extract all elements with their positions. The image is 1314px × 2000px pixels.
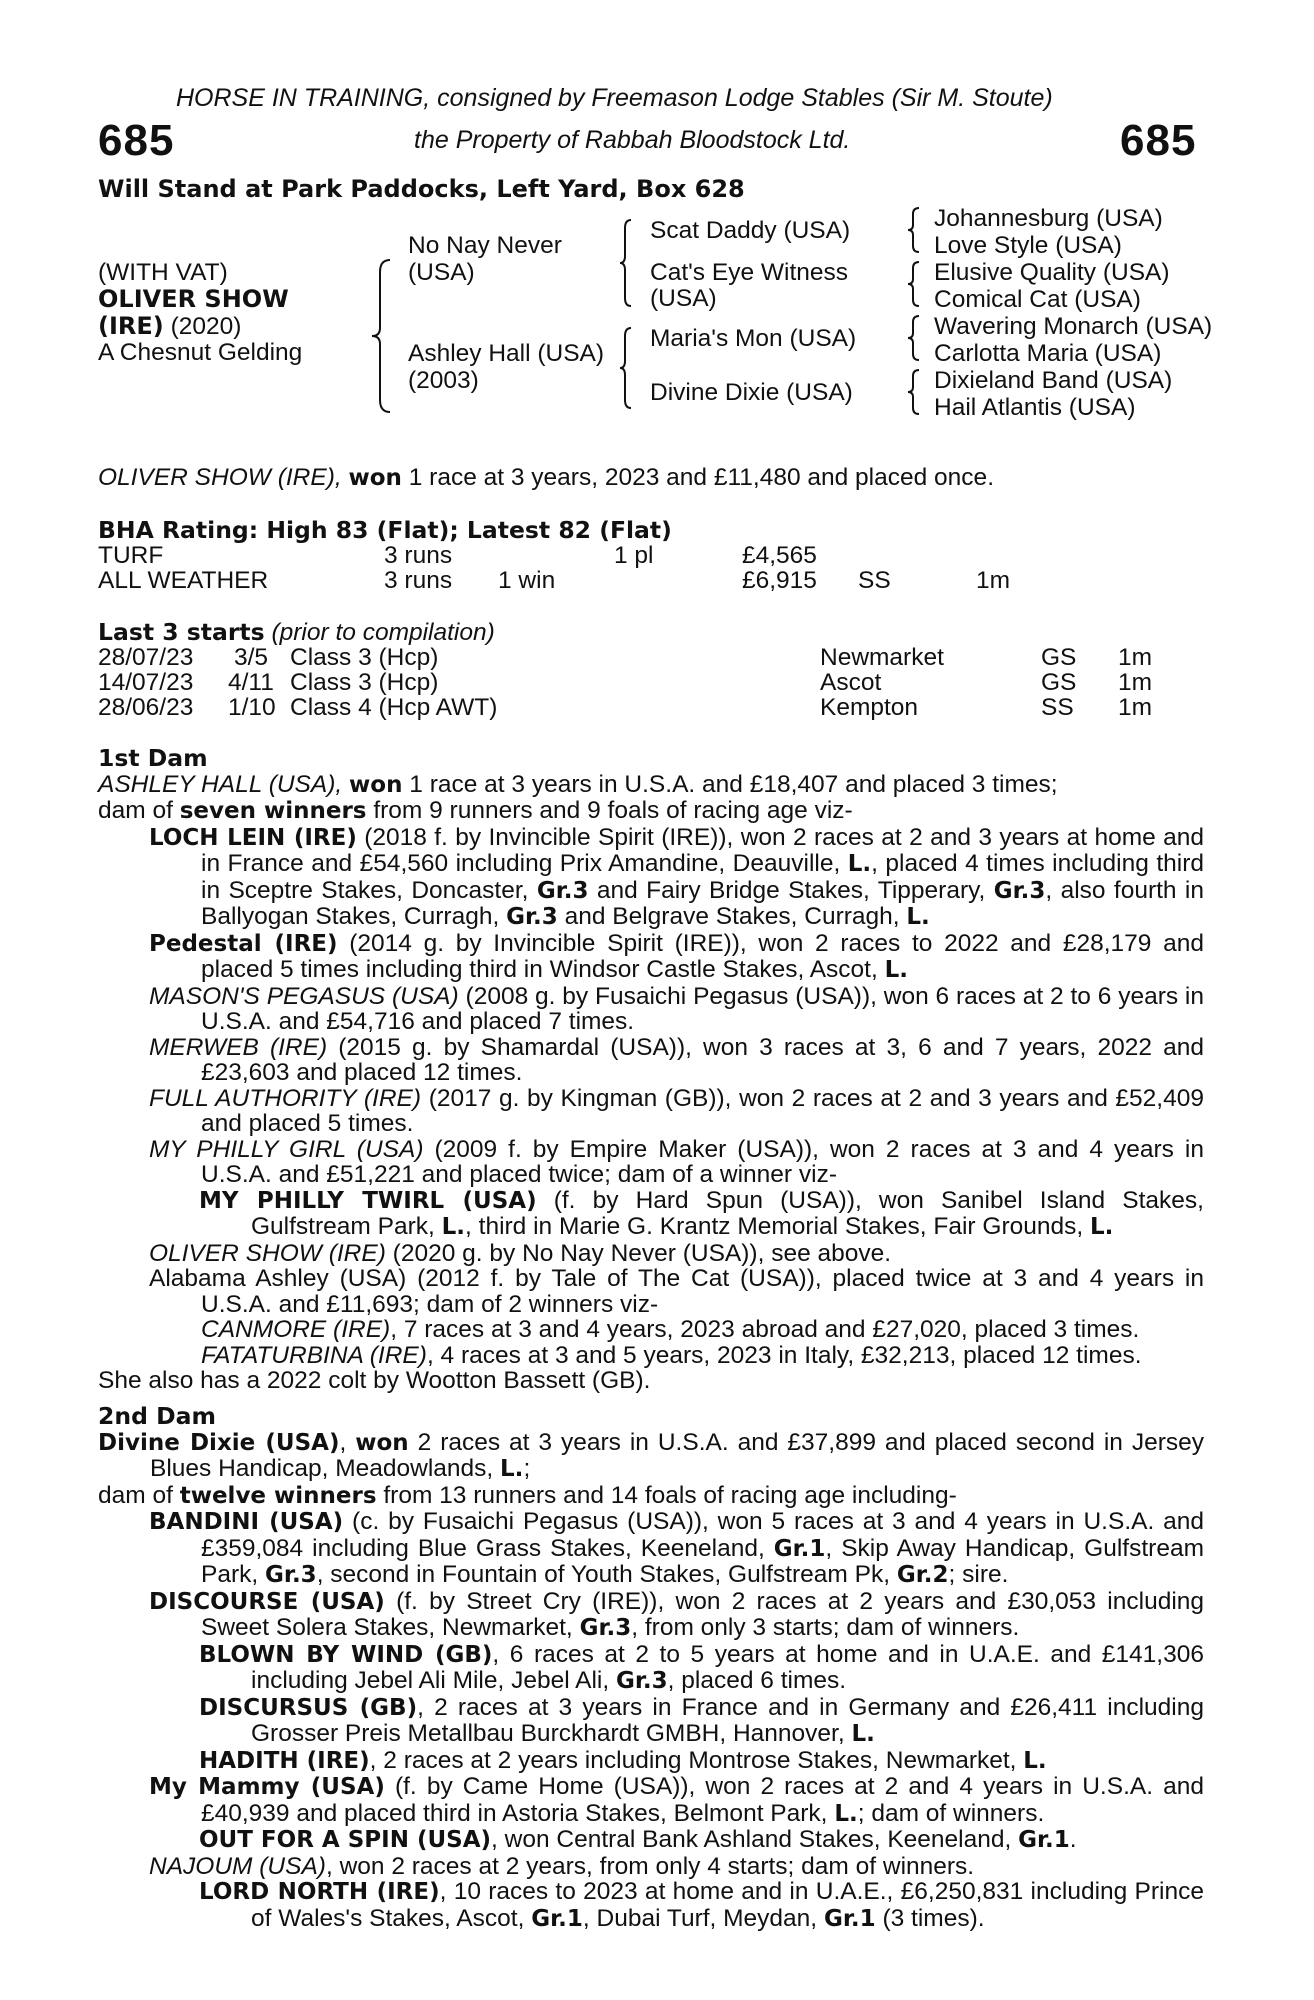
produce-name: MERWEB (IRE)	[149, 1033, 328, 1061]
listed-label: L.	[906, 904, 930, 930]
start-date: 28/07/23	[98, 644, 194, 671]
group-label: Gr.3	[579, 1615, 632, 1641]
produce-entry	[98, 1035, 1204, 1086]
first-dam-record	[98, 772, 1204, 799]
produce-entry	[98, 931, 1204, 984]
produce-name: Pedestal (IRE)	[149, 930, 338, 957]
gen3-8: Hail Atlantis (USA)	[934, 394, 1136, 421]
produce-entry	[98, 1854, 1204, 1880]
produce-subentry	[98, 1642, 1204, 1695]
start-dist: 1m	[1118, 694, 1153, 721]
rating-runs: 3 runs	[384, 542, 453, 569]
gen3-5: Wavering Monarch (USA)	[934, 313, 1213, 340]
start-class: Class 3 (Hcp)	[290, 669, 439, 696]
produce-subentry	[98, 1188, 1204, 1241]
start-course: Kempton	[820, 694, 919, 721]
produce-text: , 6 races at 2 to 5 years at home and in U.A.E. and £141,306 including Jebel Ali Mile, Jebel Ali,	[251, 1640, 1204, 1694]
produce-text: , won 2 races at 2 years, from only 4 starts; dam of winners.	[325, 1852, 975, 1880]
rating-going: SS	[858, 567, 891, 594]
start-going: GS	[1041, 644, 1077, 671]
dam-name: ASHLEY HALL (USA),	[98, 770, 343, 798]
produce-text: , from only 3 starts; dam of winners.	[631, 1614, 1020, 1641]
produce-name: LOCH LEIN (IRE)	[149, 824, 357, 851]
first-dam-produce	[98, 798, 1204, 825]
group-label: Gr.3	[536, 877, 589, 904]
gen3-4: Comical Cat (USA)	[934, 286, 1141, 313]
produce-text: dam of	[98, 1481, 173, 1509]
gen3-3: Elusive Quality (USA)	[934, 259, 1170, 286]
produce-text: (2014 g. by Invincible Spirit (IRE)), won 2 races to 2022 and £28,179 and placed 5 times including third in Windsor Castle Stakes, Ascot,	[201, 929, 1205, 983]
produce-entry	[98, 1509, 1204, 1589]
group-label: Gr.3	[265, 1562, 317, 1588]
first-dam-closing: She also has a 2022 colt by Wootton Bassett (GB).	[98, 1367, 651, 1394]
rating-row-turf	[98, 542, 163, 570]
horse-year: (2020)	[170, 313, 242, 340]
won-label: won	[349, 771, 403, 798]
produce-name: MY PHILLY GIRL (USA)	[149, 1135, 424, 1163]
horse-name: OLIVER SHOW	[98, 285, 289, 313]
rating-surface: TURF	[98, 542, 164, 569]
produce-subentry: OUT FOR A SPIN (USA), won Central Bank Ashland Stakes, Keeneland, Gr.1.	[199, 1826, 1077, 1853]
start-class: Class 4 (Hcp AWT)	[290, 694, 498, 721]
gen3-2: Love Style (USA)	[934, 232, 1122, 259]
produce-text: (2009 f. by Empire Maker (USA)), won 2 races at 3 and 4 years in U.S.A. and £51,221 and placed twice; dam of a winner viz-	[201, 1135, 1204, 1188]
produce-text: , placed 6 times.	[667, 1667, 847, 1694]
lot-number-right: 685	[1120, 116, 1197, 165]
produce-entry	[98, 1086, 1204, 1137]
produce-text: (f. by Hard Spun (USA)), won Sanibel Island Stakes, Gulfstream Park,	[251, 1186, 1204, 1240]
last-starts-note: (prior to compilation)	[271, 619, 495, 646]
sire-origin: (USA)	[408, 259, 475, 286]
start-course: Ascot	[820, 669, 882, 696]
record-text: 1 race at 3 years in U.S.A. and £18,407 and placed 3 times;	[409, 770, 1058, 798]
start-date: 14/07/23	[98, 669, 194, 696]
start-pos: 1/10	[228, 694, 276, 721]
produce-entry	[98, 1137, 1204, 1188]
produce-name: My Mammy (USA)	[149, 1774, 385, 1800]
horse-origin: (IRE)	[98, 312, 164, 340]
listed-label: L.	[1023, 1747, 1047, 1774]
winners-count: twelve winners	[179, 1482, 377, 1509]
listed-label: L.	[847, 851, 872, 877]
produce-entry	[98, 1774, 1204, 1827]
start-pos: 4/11	[228, 669, 274, 696]
produce-text: dam of	[98, 797, 173, 824]
produce-name: OLIVER SHOW (IRE)	[149, 1239, 386, 1267]
horse-description: A Chesnut Gelding	[98, 339, 303, 366]
second-dam-record: Divine Dixie (USA), won 2 races at 3 years in U.S.A. and £37,899 and placed second in Jersey Blues Handicap, Meadowlands, L.;	[98, 1428, 1204, 1482]
produce-text: and Belgrave Stakes, Curragh,	[564, 903, 900, 930]
start-date: 28/06/23	[98, 694, 194, 721]
dam-sire: Maria's Mon (USA)	[650, 325, 857, 352]
produce-text: (2015 g. by Shamardal (USA)), won 3 races at 3, 6 and 7 years, 2022 and £23,603 and placed 12 times.	[201, 1033, 1204, 1086]
produce-text: , 2 races at 2 years including Montrose Stakes, Newmarket,	[369, 1746, 1017, 1774]
produce-text: , also fourth in Ballyogan Stakes, Curragh,	[201, 876, 1204, 930]
produce-text: (2008 g. by Fusaichi Pegasus (USA)), won 6 races at 2 to 6 years in U.S.A. and £54,716 and placed 7 times.	[201, 982, 1205, 1035]
produce-text: , 2 races at 3 years in France and in Germany and £26,411 including Grosser Preis Metallbau Burckhardt GMBH, Hannover,	[251, 1693, 1204, 1747]
pedigree-brace-g3-4	[906, 368, 920, 416]
produce-entry	[98, 1266, 1204, 1317]
gen3-1: Johannesburg (USA)	[934, 205, 1163, 232]
produce-text: ; sire.	[948, 1561, 1009, 1588]
lot-number-left: 685	[98, 116, 175, 165]
produce-text: (f. by Street Cry (IRE)), won 2 races at 2 years and £30,053 including Sweet Solera Stakes, Newmarket,	[201, 1587, 1205, 1641]
winners-count: seven winners	[179, 798, 367, 824]
produce-entry	[98, 984, 1204, 1035]
produce-text: , 4 races at 3 and 5 years, 2023 in Italy, £32,213, placed 12 times.	[426, 1341, 1142, 1369]
produce-text: (f. by Came Home (USA)), won 2 races at 2 and 4 years in U.S.A. and £40,939 and placed third in Astoria Stakes, Belmont Park,	[201, 1773, 1204, 1827]
produce-subentry	[98, 1748, 1204, 1775]
produce-text: (2017 g. by Kingman (GB)), won 2 races at 2 and 3 years and £52,409 and placed 5 times.	[201, 1084, 1204, 1137]
pedigree-brace-dam	[618, 326, 632, 410]
summary-text: 1 race at 3 years, 2023 and £11,480 and placed once.	[408, 464, 994, 491]
produce-entry	[98, 1589, 1204, 1642]
race-summary	[98, 465, 994, 491]
summary-horse-name: OLIVER SHOW (IRE),	[98, 464, 342, 491]
group-label: Gr.3	[506, 904, 558, 930]
produce-text: , Skip Away Handicap, Gulfstream Park,	[201, 1534, 1204, 1588]
listed-label: L.	[500, 1456, 524, 1482]
pedigree-brace-g3-1	[906, 206, 920, 254]
group-label: Gr.2	[896, 1562, 949, 1588]
last-starts-title: Last 3 starts	[98, 618, 265, 646]
produce-name: MY PHILLY TWIRL (USA)	[199, 1187, 537, 1214]
produce-entry	[98, 1241, 1204, 1267]
last-starts-heading	[98, 619, 495, 646]
group-label: Gr.3	[993, 877, 1046, 904]
produce-name: NAJOUM (USA)	[149, 1852, 326, 1880]
second-dam-title: 2nd Dam	[98, 1402, 216, 1430]
bha-rating-title: BHA Rating: High 83 (Flat); Latest 82 (Flat)	[98, 516, 672, 544]
produce-name: OUT FOR A SPIN (USA)	[199, 1827, 492, 1853]
group-label: Gr.3	[615, 1668, 668, 1694]
start-class: Class 3 (Hcp)	[290, 644, 439, 671]
start-dist: 1m	[1118, 644, 1153, 671]
sire-sire: Scat Daddy (USA)	[650, 217, 851, 244]
vat-label: (WITH VAT)	[98, 259, 228, 286]
pedigree-brace-sire	[618, 218, 632, 308]
consignor-line: HORSE IN TRAINING, consigned by Freemason Lodge Stables (Sir M. Stoute)	[176, 84, 1053, 112]
dam-year: (2003)	[408, 367, 479, 394]
stand-location: Will Stand at Park Paddocks, Left Yard, Box 628	[98, 175, 745, 203]
produce-text: from 13 runners and 14 foals of racing age including-	[383, 1481, 957, 1509]
record-text: 2 races at 3 years in U.S.A. and £37,899 and placed second in Jersey Blues Handicap, Meadowlands,	[150, 1428, 1204, 1482]
produce-subentry	[98, 1317, 1204, 1343]
sire-name: No Nay Never	[408, 232, 562, 259]
produce-entry	[98, 825, 1204, 931]
rating-dist: 1m	[976, 567, 1011, 594]
sire-dam-origin: (USA)	[650, 285, 717, 312]
rating-money: £4,565	[742, 542, 817, 569]
produce-text: , 10 races to 2023 at home and in U.A.E., £6,250,831 including Prince of Wales's Stakes, Ascot,	[251, 1878, 1204, 1932]
dam-name: Ashley Hall (USA)	[408, 340, 605, 367]
produce-name: LORD NORTH (IRE)	[199, 1879, 440, 1905]
produce-text: Alabama Ashley (USA) (2012 f. by Tale of The Cat (USA)), placed twice at 3 and 4 years in U.S.A. and £11,693; dam of 2 winners viz-	[149, 1265, 1204, 1318]
start-dist: 1m	[1118, 669, 1153, 696]
gen3-6: Carlotta Maria (USA)	[934, 340, 1162, 367]
first-dam-section	[98, 746, 1204, 1394]
pedigree-brace-gen1	[370, 258, 392, 414]
produce-text: (2018 f. by Invincible Spirit (IRE)), won 2 races at 2 and 3 years at home and in France and £54,560 including Prix Amandine, Deauville,	[201, 823, 1204, 877]
produce-text: , third in Marie G. Krantz Memorial Stakes, Fair Grounds,	[465, 1213, 1084, 1240]
pedigree-brace-g3-3	[906, 314, 920, 362]
group-label: Gr.1	[823, 1905, 876, 1932]
produce-text: (2020 g. by No Nay Never (USA)), see above.	[392, 1239, 892, 1267]
first-dam-title: 1st Dam	[98, 744, 208, 772]
produce-name: BLOWN BY WIND (GB)	[199, 1641, 493, 1668]
start-going: SS	[1041, 694, 1074, 721]
group-label: Gr.1	[1018, 1827, 1070, 1853]
produce-text: , won Central Bank Ashland Stakes, Keeneland,	[491, 1826, 1012, 1853]
listed-label: L.	[1090, 1214, 1114, 1240]
owner-line: the Property of Rabbah Bloodstock Ltd.	[414, 126, 851, 154]
produce-name: CANMORE (IRE)	[201, 1316, 391, 1343]
produce-text: and Fairy Bridge Stakes, Tipperary,	[596, 876, 986, 904]
rating-runs: 3 runs	[384, 567, 453, 594]
listed-label: L.	[851, 1721, 875, 1747]
sire-dam: Cat's Eye Witness	[650, 259, 849, 286]
group-label: Gr.1	[773, 1535, 826, 1562]
summary-won: won	[348, 465, 402, 491]
dam-name: Divine Dixie (USA)	[98, 1429, 340, 1456]
horse-origin-year	[98, 313, 241, 340]
produce-subentry	[98, 1343, 1204, 1369]
second-dam-section	[98, 1404, 1204, 1932]
rating-wins: 1 win	[498, 567, 556, 594]
produce-name: FATATURBINA (IRE)	[201, 1341, 427, 1369]
start-pos: 3/5	[234, 644, 269, 671]
produce-text: ; dam of winners.	[857, 1799, 1045, 1827]
rating-surface: ALL WEATHER	[98, 567, 269, 594]
gen3-7: Dixieland Band (USA)	[934, 367, 1173, 394]
produce-text: , Dubai Turf, Meydan,	[582, 1904, 818, 1932]
dam-dam: Divine Dixie (USA)	[650, 379, 853, 406]
group-label: Gr.1	[531, 1905, 583, 1932]
produce-text: , placed 4 times including third in Sceptre Stakes, Doncaster,	[201, 850, 1204, 904]
pedigree-brace-g3-2	[906, 260, 920, 308]
produce-name: MASON'S PEGASUS (USA)	[149, 982, 459, 1010]
produce-name: BANDINI (USA)	[149, 1509, 344, 1535]
listed-label: L.	[441, 1214, 466, 1240]
produce-subentry	[98, 1695, 1204, 1748]
produce-text: (3 times).	[882, 1904, 985, 1932]
produce-name: HADITH (IRE)	[199, 1747, 370, 1774]
second-dam-produce	[98, 1483, 1204, 1510]
produce-name: DISCOURSE (USA)	[149, 1588, 385, 1615]
won-label: won	[355, 1429, 409, 1456]
produce-text: from 9 runners and 9 foals of racing age viz-	[373, 797, 853, 824]
start-going: GS	[1041, 669, 1077, 696]
listed-label: L.	[884, 957, 909, 983]
produce-name: FULL AUTHORITY (IRE)	[149, 1084, 422, 1112]
listed-label: L.	[834, 1800, 858, 1827]
rating-money: £6,915	[742, 567, 817, 594]
produce-text: (c. by Fusaichi Pegasus (USA)), won 5 races at 3 and 4 years in U.S.A. and £359,084 including Blue Grass Stakes, Keeneland,	[201, 1508, 1205, 1562]
produce-name: DISCURSUS (GB)	[199, 1694, 418, 1721]
start-course: Newmarket	[820, 644, 944, 671]
produce-text: , second in Fountain of Youth Stakes, Gulfstream Pk,	[316, 1561, 891, 1588]
rating-placed: 1 pl	[614, 542, 654, 569]
produce-subentry	[98, 1879, 1204, 1932]
produce-text: , 7 races at 3 and 4 years, 2023 abroad and £27,020, placed 3 times.	[390, 1316, 1140, 1343]
